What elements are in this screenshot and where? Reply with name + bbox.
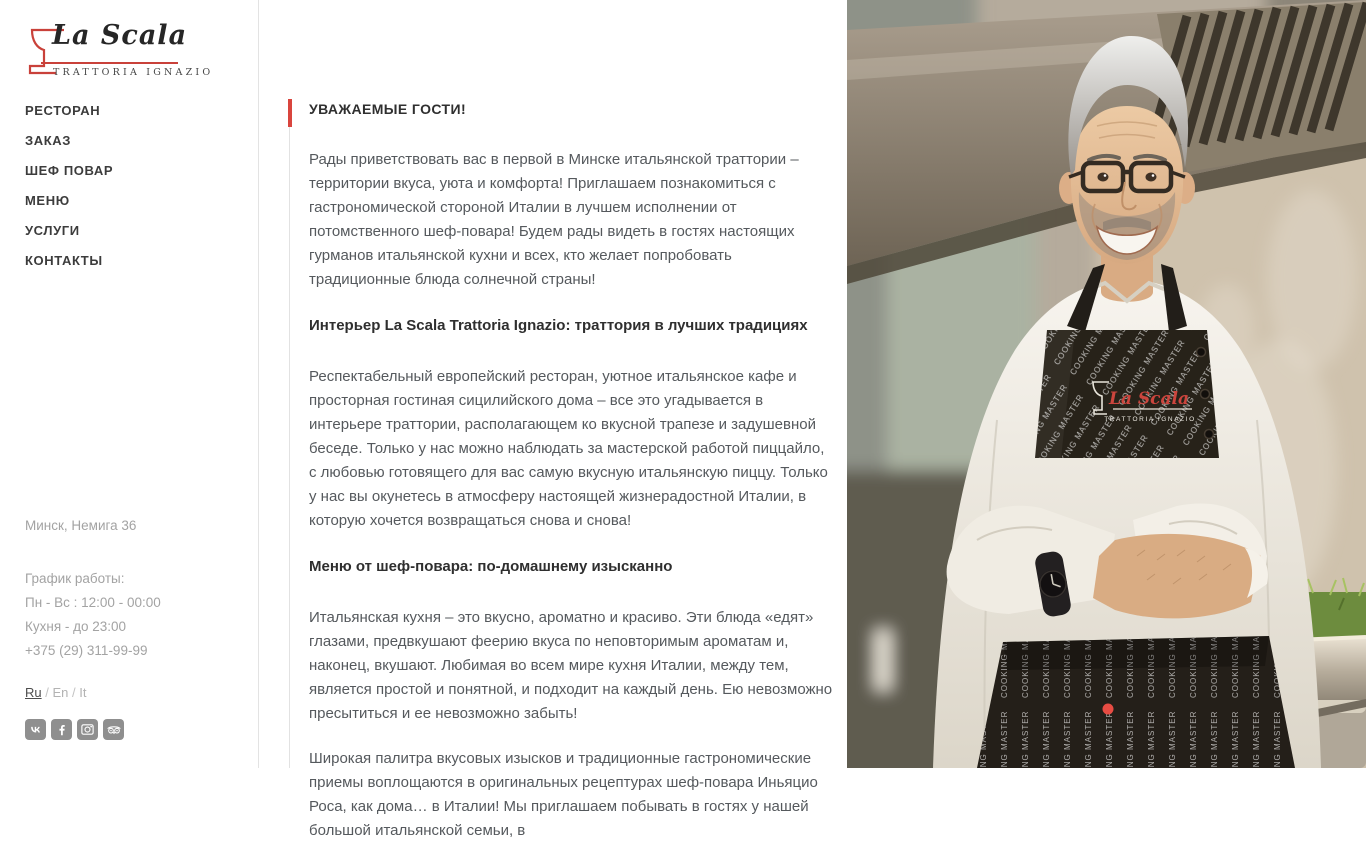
article-heading: Интерьер La Scala Trattoria Ignazio: траттория в лучших традициях <box>309 317 808 334</box>
article-paragraph: Широкая палитра вкусовых изысков и традиционные гастрономические приемы воплощаются в оригинальных рецептурах шеф-повара Иньяцио Роса, как дома… в Италии! Мы приглашаем побывать в гостях у нашей большой итальянской семьи, в <box>309 750 818 839</box>
language-it[interactable]: It <box>79 685 87 700</box>
instagram-icon[interactable] <box>77 719 98 740</box>
brand-tagline: TRATTORIA IGNAZIO <box>53 67 214 78</box>
schedule-line: График работы: <box>25 571 125 586</box>
forearm <box>1093 534 1261 618</box>
language-separator: / <box>68 685 80 700</box>
sidebar-item-services[interactable]: УСЛУГИ <box>25 223 80 238</box>
vk-icon[interactable] <box>25 719 46 740</box>
sidebar-item-contacts[interactable]: КОНТАКТЫ <box>25 253 103 268</box>
svg-text:La Scala: La Scala <box>1108 389 1190 409</box>
apron-logo <box>1093 382 1196 423</box>
schedule-line: Пн - Вс : 12:00 - 00:00 <box>25 595 161 610</box>
sidebar-nav <box>25 96 113 276</box>
schedule-line: Кухня - до 23:00 <box>25 619 127 634</box>
sidebar-item-order[interactable]: ЗАКАЗ <box>25 133 71 148</box>
sidebar-item-chef[interactable]: ШЕФ ПОВАР <box>25 163 114 178</box>
article-heading: Меню от шеф-повара: по-домашнему изысканно <box>309 558 673 575</box>
sidebar-item-restaurant[interactable]: РЕСТОРАН <box>25 103 101 118</box>
article-paragraph: Итальянская кухня – это вкусно, ароматно и красиво. Эти блюда «едят» глазами, предвкушают феерию вкуса по неповторимым ароматам и, наконец, вкушают. Любимая во всем мире кухня Италии, между тем, является простой и понятной, и подходит на каждый день. Ею невозможно пресытиться и ее невозможно забыть! <box>309 609 833 722</box>
article-body <box>309 0 833 843</box>
chef-photo <box>847 0 1366 768</box>
facebook-icon[interactable] <box>51 719 72 740</box>
svg-text:TRATTORIA IGNAZIO: TRATTORIA IGNAZIO <box>1104 416 1196 423</box>
heading-accent-bar <box>288 99 292 127</box>
schedule-block <box>25 567 245 639</box>
language-switcher <box>25 685 245 700</box>
brand-name: La Scala <box>52 20 188 51</box>
language-ru[interactable]: Ru <box>25 685 42 700</box>
brand-logo[interactable] <box>25 20 214 78</box>
article-heading: УВАЖАЕМЫЕ ГОСТИ! <box>309 101 467 117</box>
tripadvisor-icon[interactable] <box>103 719 124 740</box>
social-row <box>25 719 245 740</box>
phone-number[interactable]: +375 (29) 311-99-99 <box>25 643 148 658</box>
language-separator: / <box>41 685 53 700</box>
article-paragraph: Рады приветствовать вас в первой в Минске итальянской траттории – территории вкуса, уюта и комфорта! Приглашаем познакомиться с гастрономической стороной Италии в лучшем исполнении от потомственного шеф-повара! Будем рады видеть в гостях настоящих гурманов итальянской кухни и всех, кто желает попробовать традиционные блюда солнечной страны! <box>309 151 799 288</box>
logo-underline <box>41 62 178 64</box>
carousel-dot[interactable] <box>1103 704 1114 715</box>
article-paragraph: Респектабельный европейский ресторан, уютное итальянское кафе и просторная гостиная сицилийского дома – все это угадывается в интерьере траттории, располагающем ко вкусной трапезе и задушевной беседе. Только у нас можно наблюдать за мастерской работой пиццайло, с любовью готовящего для вас самую вкусную итальянскую пиццу. Только у нас вы окунетесь в атмосферу настоящей жизнерадостной Италии, в которую хочется возвращаться снова и снова! <box>309 368 828 529</box>
sidebar-item-menu[interactable]: МЕНЮ <box>25 193 70 208</box>
article-border-line <box>289 99 290 768</box>
address-text: Минск, Немига 36 <box>25 518 137 533</box>
sidebar <box>0 0 259 768</box>
sidebar-footer <box>25 518 245 740</box>
main-article <box>288 0 833 839</box>
chef-photo-illustration <box>847 0 1366 768</box>
language-en[interactable]: En <box>52 685 69 700</box>
